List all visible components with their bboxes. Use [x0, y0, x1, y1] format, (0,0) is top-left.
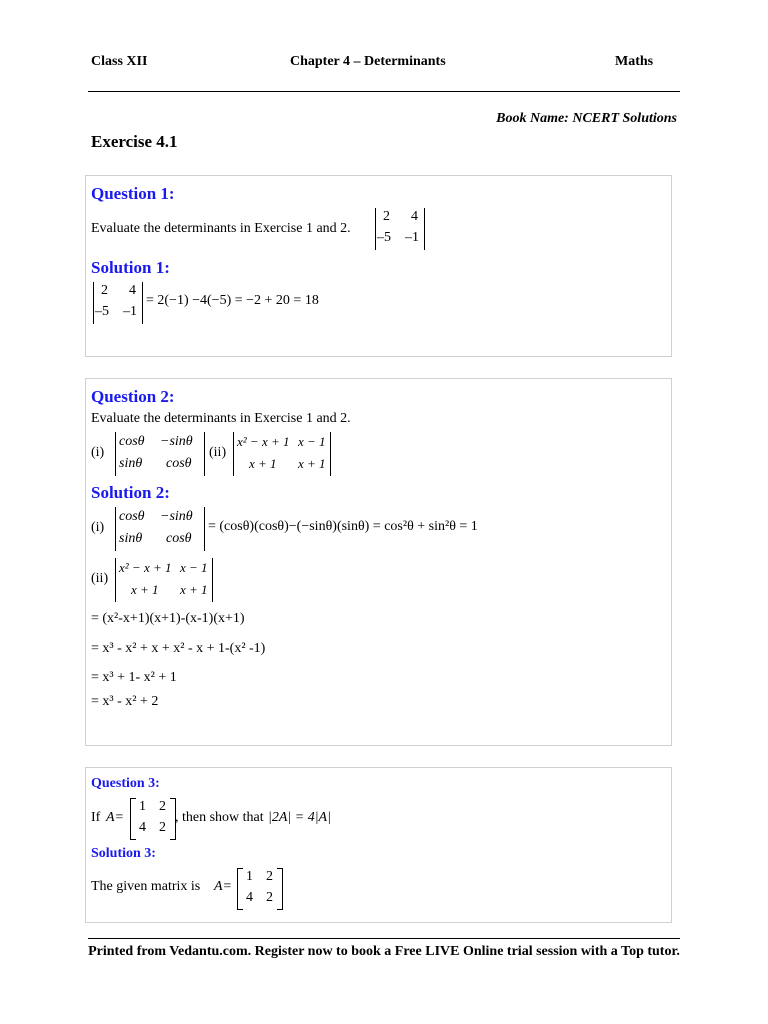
matrix-cell: 4 — [411, 209, 418, 224]
solution-2-step: = x³ - x² + x + x² - x + 1-(x² -1) — [91, 641, 266, 656]
solution-2-heading: Solution 2: — [91, 483, 170, 502]
solution-2-determinant-ii — [115, 558, 213, 602]
matrix-cell: x + 1 — [180, 582, 208, 597]
matrix-cell: sinθ — [119, 456, 143, 471]
footer-divider — [88, 938, 680, 939]
matrix-cell: 2 — [383, 209, 390, 224]
matrix-cell: –1 — [123, 304, 137, 319]
solution-2-label-i: (i) — [91, 520, 105, 535]
question-3-claim: |2A| = 4|A| — [268, 810, 331, 825]
header-divider — [88, 91, 680, 92]
matrix-cell: –1 — [405, 230, 419, 245]
matrix-cell: 1 — [139, 799, 146, 814]
matrix-cell: 1 — [246, 869, 253, 884]
solution-1-result: = 2(−1) −4(−5) = −2 + 20 = 18 — [146, 293, 319, 308]
matrix-cell: –5 — [95, 304, 109, 319]
matrix-cell: x + 1 — [131, 582, 159, 597]
solution-2-step: = x³ - x² + 2 — [91, 694, 159, 709]
question-3-if: If — [91, 810, 101, 825]
matrix-cell: x² − x + 1 — [119, 560, 172, 575]
matrix-cell: sinθ — [119, 531, 143, 546]
matrix-cell: x − 1 — [298, 434, 326, 449]
question-2-determinant-i — [115, 432, 205, 476]
solution-2-step: = x³ + 1- x² + 1 — [91, 670, 177, 685]
solution-3-matrix — [237, 868, 283, 910]
matrix-cell: cosθ — [166, 456, 192, 471]
matrix-cell: –5 — [377, 230, 391, 245]
solution-1-heading: Solution 1: — [91, 258, 170, 277]
matrix-cell: −sinθ — [160, 509, 193, 524]
solution-2-i-result: = (cosθ)(cosθ)−(−sinθ)(sinθ) = cos²θ + sin²θ = 1 — [208, 519, 478, 534]
question-2-prompt: Evaluate the determinants in Exercise 1 and 2. — [91, 411, 351, 426]
footer-text: Printed from Vedantu.com. Register now to book a Free LIVE Online trial session with a Top tutor. — [88, 944, 680, 959]
matrix-cell: 2 — [101, 283, 108, 298]
header-subject: Maths — [615, 54, 654, 69]
question-3-heading: Question 3: — [91, 776, 160, 791]
solution-2-step: = (x²-x+1)(x+1)-(x-1)(x+1) — [91, 611, 245, 626]
question-3-matrix — [130, 798, 176, 840]
question-2-box — [85, 378, 672, 746]
matrix-cell: 4 — [139, 820, 146, 835]
matrix-cell: x + 1 — [298, 456, 326, 471]
matrix-cell: 4 — [129, 283, 136, 298]
question-2-heading: Question 2: — [91, 387, 175, 406]
book-name: Book Name: NCERT Solutions — [496, 111, 677, 126]
solution-3-matrix-var: A= — [214, 879, 232, 894]
question-3-matrix-var: A= — [106, 810, 124, 825]
matrix-cell: 2 — [266, 890, 273, 905]
header-chapter-title: Chapter 4 – Determinants — [290, 54, 446, 69]
matrix-cell: 2 — [266, 869, 273, 884]
question-3-then: , then show that — [175, 810, 264, 825]
solution-1-determinant — [93, 282, 143, 324]
question-2-label-i: (i) — [91, 445, 105, 460]
matrix-cell: cosθ — [119, 434, 145, 449]
question-1-determinant — [375, 208, 425, 250]
question-3-box — [85, 767, 672, 923]
matrix-cell: x² − x + 1 — [237, 434, 290, 449]
solution-2-determinant-i — [115, 507, 205, 551]
exercise-title: Exercise 4.1 — [91, 132, 178, 151]
solution-2-label-ii: (ii) — [91, 571, 109, 586]
question-1-box — [85, 175, 672, 357]
matrix-cell: −sinθ — [160, 434, 193, 449]
question-1-prompt: Evaluate the determinants in Exercise 1 and 2. — [91, 221, 351, 236]
matrix-cell: cosθ — [119, 509, 145, 524]
matrix-cell: x + 1 — [249, 456, 277, 471]
solution-3-given-text: The given matrix is — [91, 879, 201, 894]
header-class-label: Class XII — [91, 54, 148, 69]
matrix-cell: 4 — [246, 890, 253, 905]
matrix-cell: 2 — [159, 799, 166, 814]
question-1-heading: Question 1: — [91, 184, 175, 203]
matrix-cell: 2 — [159, 820, 166, 835]
solution-3-heading: Solution 3: — [91, 846, 156, 861]
question-2-determinant-ii — [233, 432, 331, 476]
question-2-label-ii: (ii) — [209, 445, 227, 460]
matrix-cell: x − 1 — [180, 560, 208, 575]
matrix-cell: cosθ — [166, 531, 192, 546]
